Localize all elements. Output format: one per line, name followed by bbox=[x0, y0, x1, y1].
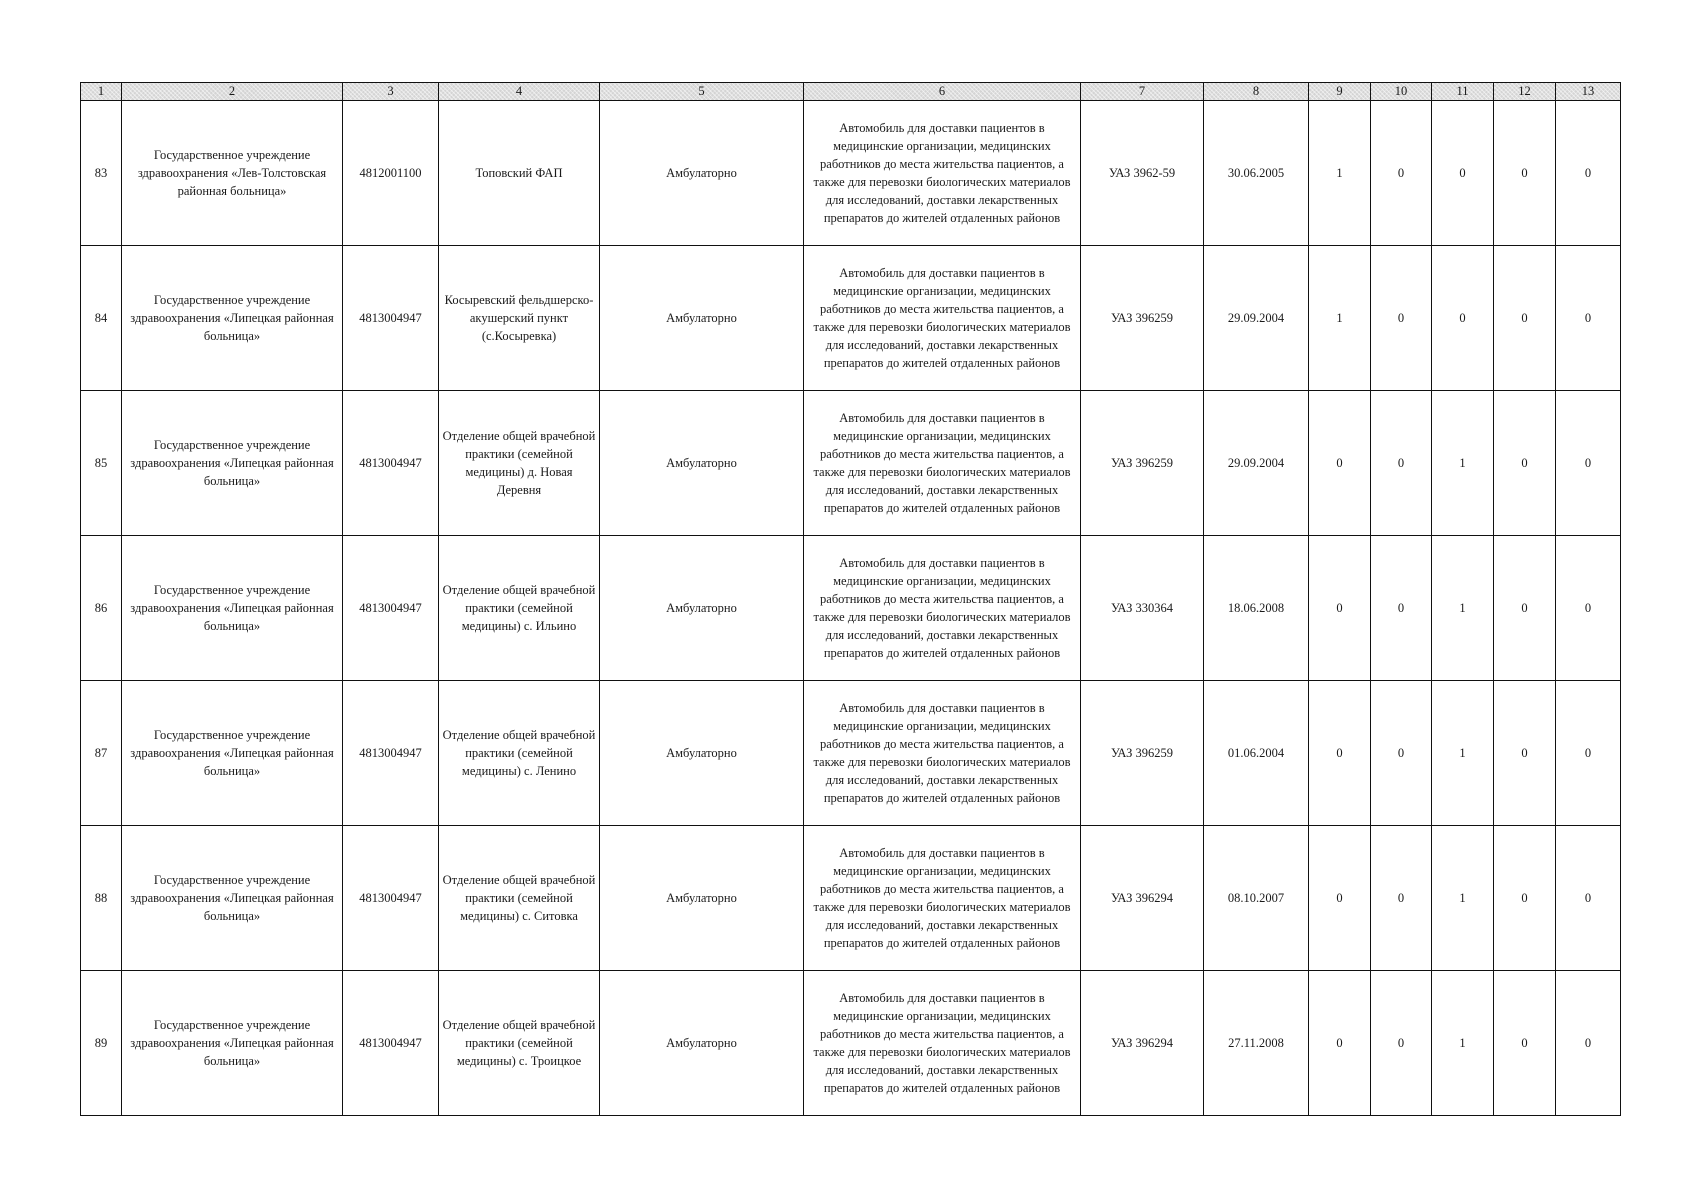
vehicle-date: 30.06.2005 bbox=[1204, 101, 1309, 246]
count-cell: 1 bbox=[1432, 826, 1494, 971]
vehicle-purpose: Автомобиль для доставки пациентов в медицинские организации, медицинских работников до места жительства пациентов, а также для перевозки биологических материалов для исследований, доставки лекарственных препаратов до жителей отдаленных районов bbox=[804, 536, 1081, 681]
institution-name: Государственное учреждение здравоохранения «Липецкая районная больница» bbox=[122, 246, 343, 391]
vehicle-date: 29.09.2004 bbox=[1204, 391, 1309, 536]
column-number: 13 bbox=[1556, 83, 1621, 101]
count-cell: 0 bbox=[1371, 681, 1432, 826]
count-cell: 0 bbox=[1309, 826, 1371, 971]
count-cell: 0 bbox=[1556, 536, 1621, 681]
row-number: 85 bbox=[81, 391, 122, 536]
vehicle-model: УАЗ 396259 bbox=[1081, 681, 1204, 826]
count-cell: 1 bbox=[1432, 536, 1494, 681]
column-number: 4 bbox=[439, 83, 600, 101]
care-type: Амбулаторно bbox=[600, 101, 804, 246]
table-row bbox=[81, 826, 1621, 971]
column-number: 7 bbox=[1081, 83, 1204, 101]
column-number: 5 bbox=[600, 83, 804, 101]
column-number: 8 bbox=[1204, 83, 1309, 101]
vehicle-model: УАЗ 396294 bbox=[1081, 971, 1204, 1116]
institution-name: Государственное учреждение здравоохранения «Липецкая районная больница» bbox=[122, 826, 343, 971]
row-number: 88 bbox=[81, 826, 122, 971]
vehicle-date: 01.06.2004 bbox=[1204, 681, 1309, 826]
institution-code: 4813004947 bbox=[343, 391, 439, 536]
count-cell: 0 bbox=[1494, 681, 1556, 826]
count-cell: 0 bbox=[1556, 971, 1621, 1116]
medical-unit: Отделение общей врачебной практики (семейной медицины) с. Ленино bbox=[439, 681, 600, 826]
vehicle-purpose: Автомобиль для доставки пациентов в медицинские организации, медицинских работников до места жительства пациентов, а также для перевозки биологических материалов для исследований, доставки лекарственных препаратов до жителей отдаленных районов bbox=[804, 826, 1081, 971]
count-cell: 1 bbox=[1309, 246, 1371, 391]
count-cell: 0 bbox=[1494, 391, 1556, 536]
medical-unit: Отделение общей врачебной практики (семейной медицины) с. Ситовка bbox=[439, 826, 600, 971]
vehicle-date: 18.06.2008 bbox=[1204, 536, 1309, 681]
count-cell: 0 bbox=[1309, 391, 1371, 536]
vehicle-model: УАЗ 396259 bbox=[1081, 246, 1204, 391]
count-cell: 0 bbox=[1371, 101, 1432, 246]
vehicle-purpose: Автомобиль для доставки пациентов в медицинские организации, медицинских работников до места жительства пациентов, а также для перевозки биологических материалов для исследований, доставки лекарственных препаратов до жителей отдаленных районов bbox=[804, 971, 1081, 1116]
count-cell: 0 bbox=[1432, 246, 1494, 391]
count-cell: 0 bbox=[1309, 971, 1371, 1116]
column-number: 12 bbox=[1494, 83, 1556, 101]
table-row bbox=[81, 971, 1621, 1116]
count-cell: 0 bbox=[1556, 246, 1621, 391]
institution-name: Государственное учреждение здравоохранения «Липецкая районная больница» bbox=[122, 391, 343, 536]
count-cell: 1 bbox=[1432, 391, 1494, 536]
vehicle-date: 27.11.2008 bbox=[1204, 971, 1309, 1116]
column-number: 6 bbox=[804, 83, 1081, 101]
count-cell: 0 bbox=[1494, 536, 1556, 681]
institution-code: 4813004947 bbox=[343, 536, 439, 681]
care-type: Амбулаторно bbox=[600, 681, 804, 826]
vehicle-purpose: Автомобиль для доставки пациентов в медицинские организации, медицинских работников до места жительства пациентов, а также для перевозки биологических материалов для исследований, доставки лекарственных препаратов до жителей отдаленных районов bbox=[804, 681, 1081, 826]
column-number: 2 bbox=[122, 83, 343, 101]
vehicle-purpose: Автомобиль для доставки пациентов в медицинские организации, медицинских работников до места жительства пациентов, а также для перевозки биологических материалов для исследований, доставки лекарственных препаратов до жителей отдаленных районов bbox=[804, 101, 1081, 246]
care-type: Амбулаторно bbox=[600, 536, 804, 681]
count-cell: 0 bbox=[1371, 826, 1432, 971]
column-number-row bbox=[81, 83, 1621, 101]
care-type: Амбулаторно bbox=[600, 391, 804, 536]
count-cell: 0 bbox=[1371, 391, 1432, 536]
institution-code: 4813004947 bbox=[343, 971, 439, 1116]
institution-name: Государственное учреждение здравоохранения «Липецкая районная больница» bbox=[122, 971, 343, 1116]
institution-code: 4812001100 bbox=[343, 101, 439, 246]
count-cell: 0 bbox=[1371, 971, 1432, 1116]
count-cell: 1 bbox=[1432, 681, 1494, 826]
column-number: 10 bbox=[1371, 83, 1432, 101]
table-row bbox=[81, 681, 1621, 826]
medical-unit: Отделение общей врачебной практики (семейной медицины) с. Троицкое bbox=[439, 971, 600, 1116]
vehicle-registry-table bbox=[80, 82, 1621, 1116]
medical-unit: Отделение общей врачебной практики (семейной медицины) д. Новая Деревня bbox=[439, 391, 600, 536]
count-cell: 0 bbox=[1556, 681, 1621, 826]
table-row bbox=[81, 391, 1621, 536]
count-cell: 0 bbox=[1556, 101, 1621, 246]
vehicle-model: УАЗ 330364 bbox=[1081, 536, 1204, 681]
vehicle-purpose: Автомобиль для доставки пациентов в медицинские организации, медицинских работников до места жительства пациентов, а также для перевозки биологических материалов для исследований, доставки лекарственных препаратов до жителей отдаленных районов bbox=[804, 246, 1081, 391]
vehicle-model: УАЗ 396259 bbox=[1081, 391, 1204, 536]
vehicle-model: УАЗ 396294 bbox=[1081, 826, 1204, 971]
institution-code: 4813004947 bbox=[343, 681, 439, 826]
count-cell: 0 bbox=[1494, 826, 1556, 971]
row-number: 87 bbox=[81, 681, 122, 826]
vehicle-model: УАЗ 3962-59 bbox=[1081, 101, 1204, 246]
row-number: 84 bbox=[81, 246, 122, 391]
count-cell: 0 bbox=[1494, 971, 1556, 1116]
institution-name: Государственное учреждение здравоохранения «Лев-Толстовская районная больница» bbox=[122, 101, 343, 246]
count-cell: 0 bbox=[1556, 826, 1621, 971]
medical-unit: Косыревский фельдшерско-акушерский пункт (с.Косыревка) bbox=[439, 246, 600, 391]
count-cell: 0 bbox=[1371, 246, 1432, 391]
count-cell: 0 bbox=[1494, 101, 1556, 246]
vehicle-purpose: Автомобиль для доставки пациентов в медицинские организации, медицинских работников до места жительства пациентов, а также для перевозки биологических материалов для исследований, доставки лекарственных препаратов до жителей отдаленных районов bbox=[804, 391, 1081, 536]
row-number: 89 bbox=[81, 971, 122, 1116]
institution-name: Государственное учреждение здравоохранения «Липецкая районная больница» bbox=[122, 536, 343, 681]
institution-name: Государственное учреждение здравоохранения «Липецкая районная больница» bbox=[122, 681, 343, 826]
count-cell: 0 bbox=[1309, 681, 1371, 826]
count-cell: 0 bbox=[1494, 246, 1556, 391]
column-number: 1 bbox=[81, 83, 122, 101]
table-row bbox=[81, 536, 1621, 681]
vehicle-date: 08.10.2007 bbox=[1204, 826, 1309, 971]
institution-code: 4813004947 bbox=[343, 826, 439, 971]
medical-unit: Топовский ФАП bbox=[439, 101, 600, 246]
count-cell: 0 bbox=[1432, 101, 1494, 246]
care-type: Амбулаторно bbox=[600, 971, 804, 1116]
medical-unit: Отделение общей врачебной практики (семейной медицины) с. Ильино bbox=[439, 536, 600, 681]
count-cell: 0 bbox=[1556, 391, 1621, 536]
count-cell: 0 bbox=[1309, 536, 1371, 681]
care-type: Амбулаторно bbox=[600, 246, 804, 391]
count-cell: 0 bbox=[1371, 536, 1432, 681]
column-number: 9 bbox=[1309, 83, 1371, 101]
count-cell: 1 bbox=[1309, 101, 1371, 246]
institution-code: 4813004947 bbox=[343, 246, 439, 391]
column-number: 3 bbox=[343, 83, 439, 101]
table-row bbox=[81, 246, 1621, 391]
table-row bbox=[81, 101, 1621, 246]
column-number: 11 bbox=[1432, 83, 1494, 101]
vehicle-date: 29.09.2004 bbox=[1204, 246, 1309, 391]
row-number: 83 bbox=[81, 101, 122, 246]
row-number: 86 bbox=[81, 536, 122, 681]
care-type: Амбулаторно bbox=[600, 826, 804, 971]
count-cell: 1 bbox=[1432, 971, 1494, 1116]
